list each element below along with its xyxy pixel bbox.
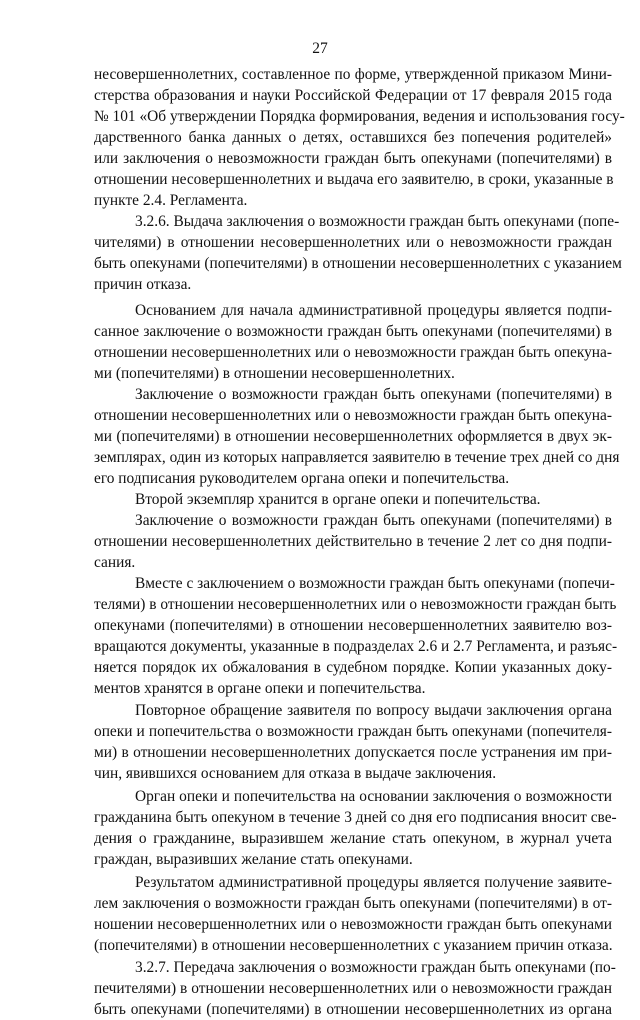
text-line: Заключение о возможности граждан быть опекунами (попечителями) в — [135, 386, 612, 403]
text-line: пункте 2.4. Регламента. — [94, 192, 248, 209]
text-line: дарственного банка данных о детях, оставшихся без попечения родителей» — [94, 129, 612, 146]
text-line: опекунами (попечителями) в отношении несовершеннолетних заявителю воз- — [94, 617, 612, 634]
text-line: няется порядок их обжалования в судебном порядке. Копии указанных доку- — [94, 659, 612, 676]
text-line: Заключение о возможности граждан быть опекунами (попечителями) в — [135, 512, 612, 529]
text-line: лем заключения о возможности граждан быть опекунами (попечителями) в от- — [94, 895, 612, 912]
text-line: земплярах, один из которых направляется заявителю в течение трех дней со дня — [94, 449, 620, 466]
text-line: гражданина быть опекуном в течение 3 дней со дня его подписания вносит све- — [94, 809, 617, 826]
text-line: Основанием для начала административной процедуры является подпи- — [135, 302, 612, 319]
text-line: стерства образования и науки Российской Федерации от 17 февраля 2015 года — [94, 87, 612, 104]
text-line: № 101 «Об утверждении Порядка формирования, ведения и использования госу- — [94, 108, 625, 125]
text-line: сания. — [94, 554, 136, 571]
text-line: отношении несовершеннолетних и выдача его заявителю, в сроки, указанные в — [94, 171, 614, 188]
text-line: санное заключение о возможности граждан быть опекунами (попечителями) в — [94, 323, 612, 340]
text-line: ми (попечителями) в отношении несовершеннолетних оформляется в двух эк- — [94, 428, 612, 445]
text-line: 3.2.7. Передача заключения о возможности граждан быть опекунами (по- — [135, 959, 616, 976]
text-line: опеки и попечительства о возможности граждан быть опекунами (попечителя- — [94, 723, 612, 740]
text-line: вращаются документы, указанные в подразделах 2.6 и 2.7 Регламента, и разъяс- — [94, 638, 618, 655]
text-line: отношении несовершеннолетних или о невозможности граждан быть опекуна- — [94, 407, 612, 424]
text-line: граждан, выразивших желание стать опекунами. — [94, 851, 413, 868]
text-line: быть опекунами (попечителями) в отношении несовершеннолетних из органа — [94, 1001, 612, 1018]
page-number: 27 — [312, 40, 328, 57]
text-line: Второй экземпляр хранится в органе опеки и попечительства. — [135, 491, 541, 508]
text-line: быть опекунами (попечителями) в отношении несовершеннолетних с указанием — [94, 255, 622, 272]
text-line: причин отказа. — [94, 276, 192, 293]
text-line: 3.2.6. Выдача заключения о возможности граждан быть опекунами (попе- — [135, 213, 620, 230]
text-line: чителями) в отношении несовершеннолетних или о невозможности граждан — [94, 234, 612, 251]
text-line: Орган опеки и попечительства на основании заключения о возможности — [135, 788, 612, 805]
text-line: Вместе с заключением о возможности граждан быть опекунами (попечи- — [135, 575, 615, 592]
text-line: чин, явившихся основанием для отказа в выдаче заключения. — [94, 765, 497, 782]
text-line: ментов хранятся в органе опеки и попечительства. — [94, 680, 426, 697]
text-line: несовершеннолетних, составленное по форме, утвержденной приказом Мини- — [94, 66, 612, 83]
text-line: печителями) в отношении несовершеннолетних или о невозможности граждан — [94, 980, 612, 997]
text-line: дения о гражданине, выразившем желание стать опекуном, в журнал учета — [94, 830, 612, 847]
text-line: или заключения о невозможности граждан быть опекунами (попечителями) в — [94, 150, 612, 167]
text-line: ми) в отношении несовершеннолетних допускается после устранения им при- — [94, 744, 612, 761]
text-line: его подписания руководителем органа опеки и попечительства. — [94, 470, 510, 487]
text-line: Результатом административной процедуры является получение заявите- — [135, 874, 612, 891]
text-line: ношении несовершеннолетних или о невозможности граждан быть опекунами — [94, 916, 612, 933]
text-line: Повторное обращение заявителя по вопросу выдачи заключения органа — [135, 702, 612, 719]
text-line: отношении несовершеннолетних действительно в течение 2 лет со дня подпи- — [94, 533, 612, 550]
text-line: телями) в отношении несовершеннолетних или о невозможности граждан быть — [94, 596, 617, 613]
text-line: отношении несовершеннолетних или о невозможности граждан быть опекуна- — [94, 344, 612, 361]
text-line: ми (попечителями) в отношении несовершеннолетних. — [94, 365, 455, 382]
text-line: (попечителями) в отношении несовершеннолетних с указанием причин отказа. — [94, 937, 613, 954]
